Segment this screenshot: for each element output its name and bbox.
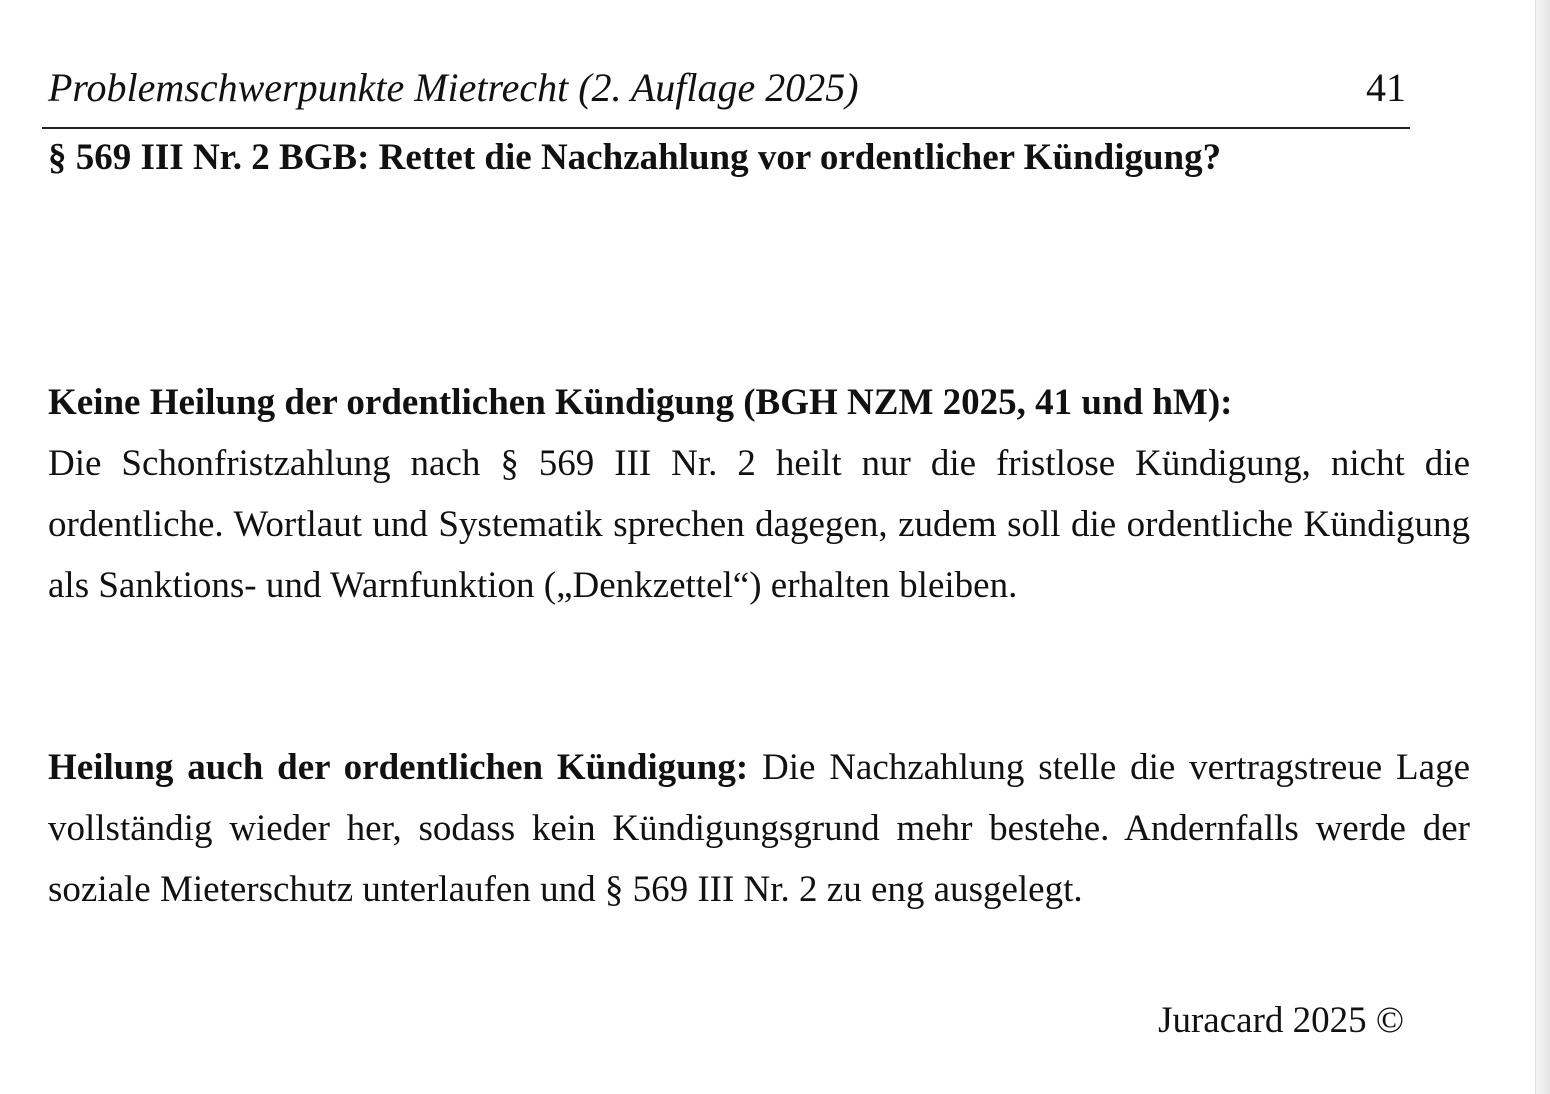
header-rule xyxy=(42,127,1410,129)
section-paragraph-2 xyxy=(48,737,1470,920)
running-header xyxy=(48,64,1406,112)
section-text-2: Die Nachzahlung stelle die vertragstreue Lage vollständig wieder her, sodass kein Kündigungsgrund mehr bestehe. Andernfalls werde der soziale Mieterschutz unterlaufen und § 569 III Nr. 2 zu eng ausgelegt. xyxy=(48,747,1470,910)
section-paragraph-1 xyxy=(48,372,1470,616)
page-number: 41 xyxy=(1366,65,1406,110)
book-title: Problemschwerpunkte Mietrecht (2. Auflage 2025) xyxy=(48,65,859,110)
section-text-1: Die Schonfristzahlung nach § 569 III Nr. 2 heilt nur die fristlose Kündigung, nicht die ordentliche. Wortlaut und Systematik sprechen dagegen, zudem soll die ordentliche Kündigung als Sanktions- und Warnfunktion („Denkzettel“) erhalten bleiben. xyxy=(48,443,1470,606)
section-heading-2: Heilung auch der ordentlichen Kündigung: xyxy=(48,747,749,788)
section-heading-1: Keine Heilung der ordentlichen Kündigung (BGH NZM 2025, 41 und hM): xyxy=(48,382,1233,423)
copyright-footer: Juracard 2025 © xyxy=(1158,1000,1404,1041)
page-title: § 569 III Nr. 2 BGB: Rettet die Nachzahlung vor ordentlicher Kündigung? xyxy=(48,137,1222,178)
page-edge xyxy=(1535,0,1550,1094)
